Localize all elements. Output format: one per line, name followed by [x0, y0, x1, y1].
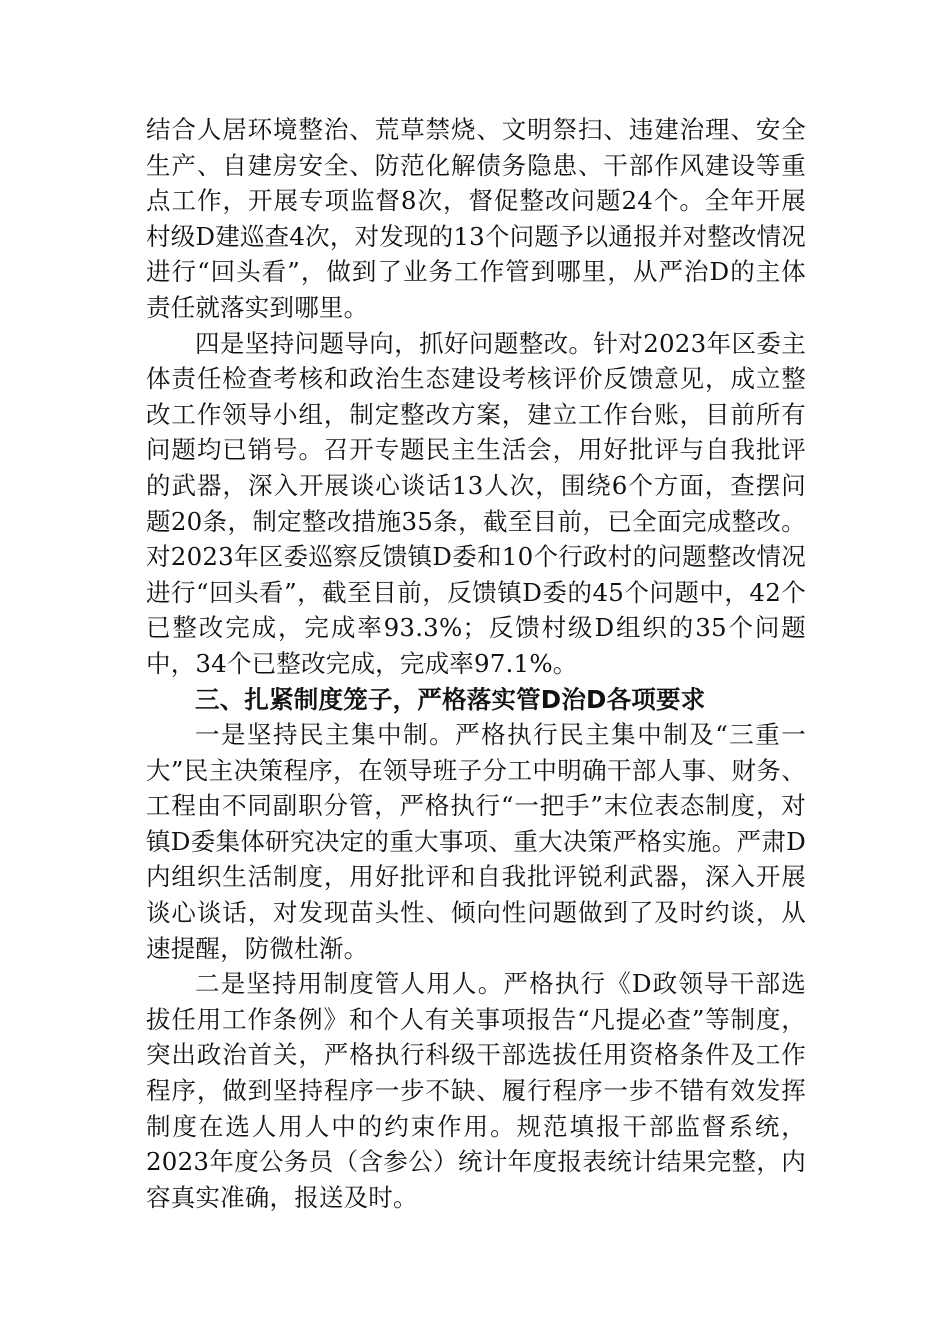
document-page	[146, 112, 806, 1215]
paragraph-point-one: 一是坚持民主集中制。严格执行民主集中制及“三重一大”民主决策程序，在领导班子分工中明确干部人事、财务、工程由不同副职分管，严格执行“一把手”末位表态制度，对镇D委集体研究决定的重大事项、重大决策严格实施。严肃D内组织生活制度，用好批评和自我批评锐利武器，深入开展谈心谈话，对发现苗头性、倾向性问题做到了及时约谈，从速提醒，防微杜渐。	[146, 720, 806, 963]
paragraph-point-four: 四是坚持问题导向，抓好问题整改。针对2023年区委主体责任检查考核和政治生态建设考核评价反馈意见，成立整改工作领导小组，制定整改方案，建立工作台账，目前所有问题均已销号。召开专题民主生活会，用好批评与自我批评的武器，深入开展谈心谈话13人次，围绕6个方面，查摆问题20条，制定整改措施35条，截至目前，已全面完成整改。对2023年区委巡察反馈镇D委和10个行政村的问题整改情况进行“回头看”，截至目前，反馈镇D委的45个问题中，42个已整改完成，完成率93.3%；反馈村级D组织的35个问题中，34个已整改完成，完成率97.1%。	[146, 328, 806, 678]
section-heading: 三、扎紧制度笼子，严格落实管D治D各项要求	[195, 684, 706, 714]
paragraph-point-two: 二是坚持用制度管人用人。严格执行《D政领导干部选拔任用工作条例》和个人有关事项报告“凡提必查”等制度，突出政治首关，严格执行科级干部选拔任用资格条件及工作程序，做到坚持程序一步不缺、履行程序一步不错有效发挥制度在选人用人中的约束作用。规范填报干部监督系统，2023年度公务员（含参公）统计年度报表统计结果完整，内容真实准确，报送及时。	[146, 969, 806, 1212]
paragraph-continuation: 结合人居环境整治、荒草禁烧、文明祭扫、违建治理、安全生产、自建房安全、防范化解债务隐患、干部作风建设等重点工作，开展专项监督8次，督促整改问题24个。全年开展村级D建巡查4次，对发现的13个问题予以通报并对整改情况进行“回头看”，做到了业务工作管到哪里，从严治D的主体责任就落实到哪里。	[146, 115, 807, 322]
